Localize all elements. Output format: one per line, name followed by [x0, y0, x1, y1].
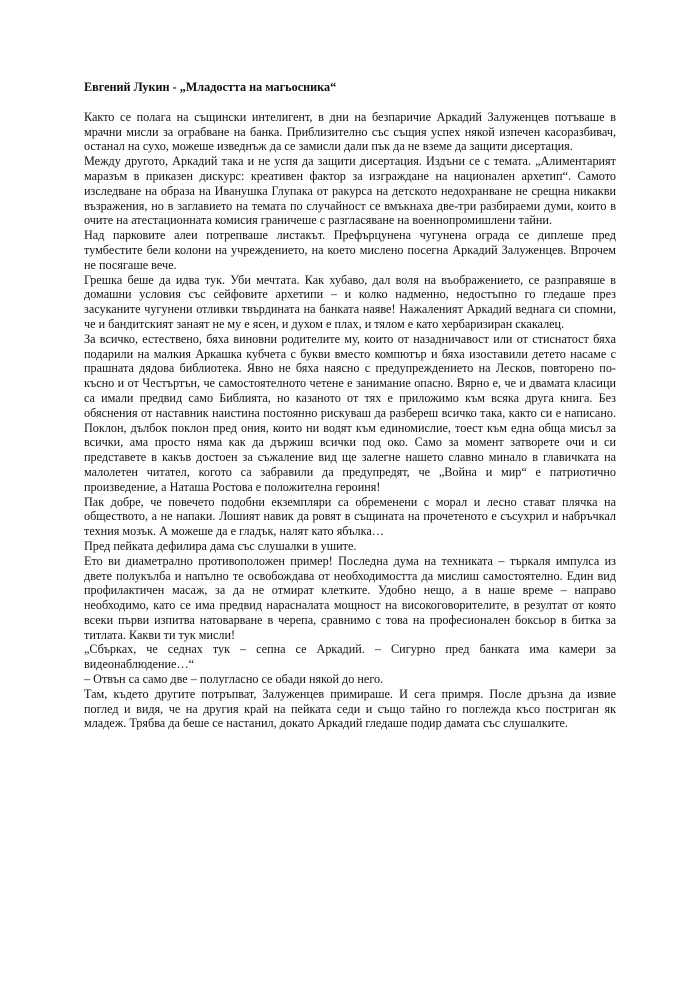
paragraph-6: Пак добре, че повечето подобни екземпляри са обременени с морал и лесно стават плячка на обществото, а не напаки. Лошият навик да ровят в същината на прочетеното е съсухрил и набръчкал техния мозък. А можеше да е гладък, налят като ябълка… [84, 494, 616, 539]
paragraph-3: Над парковите алеи потрепваше листакът. Префърцунена чугунена ограда се диплеше пред тумбестите бели колони на учреждението, на което мислено посегна Аркадий Залуженцев. Впрочем не посягаше вече. [84, 228, 616, 272]
paragraph-1: Както се полага на същински интелигент, в дни на безпаричие Аркадий Залуженцев потъваше в мрачни мисли за ограбване на банка. Приблизително със същия успех някой изпечен касоразбивач, останал на сухо, можеше изведнъж да се замисли дали пък да не вземе да защити дисертация. [84, 109, 616, 154]
paragraph-8: Ето ви диаметрално противоположен пример! Последна дума на техниката – търкаля импулса из двете полукълба и напълно те освобождава от необходимостта да мислиш самостоятелно. Един вид профилактичен масаж, за да не отмират клетките. Удобно нещо, а в наше време – направо необходимо, като се има предвид нарасналата мощност на високоговорителите, в резултат от която всеки първи изпитва натоварване в черепа, сравнимо с това на професионален боксьор в битка за титлата. Какви ти тук мисли! [84, 553, 616, 642]
paragraph-4: Грешка беше да идва тук. Уби мечтата. Как хубаво, дал воля на въображението, се разправяше в домашни условия със сейфовите архетипи – и колко надменно, недостъпно го гледаше през засуканите чугунени отливки твърдината на банката наяве! Нажаленият Аркадий веднага си спомни, че и бандитският занаят не му е ясен, и духом е плах, и тялом е като хербаризиран скакалец. [84, 272, 616, 331]
paragraph-2: Между другото, Аркадий така и не успя да защити дисертация. Издъни се с темата. „Алиментарият маразъм в приказен дискурс: креативен фактор за изграждане на национален архетип“. Самото изследване на образа на Иванушка Глупака от ракурса на детското недохранване не срещна никакви възражения, но в заглавието на темата по случайност се вмъкнаха две-три разбираеми думи, които в очите на атестационната комисия граничеше с разгласяване на военнопромишлени тайни. [84, 154, 616, 228]
document-body [84, 80, 616, 731]
paragraph-11: Там, където другите потръпват, Залуженцев примираше. И сега примря. После дръзна да извие поглед и видя, че на другия край на пейката седи и също тайно го поглежда късо постриган як младеж. Трябва да беше се настанил, докато Аркадий гледаше подир дамата със слушалките. [84, 686, 616, 731]
paragraph-5: За всичко, естествено, бяха виновни родителите му, които от назадничавост или от стиснатост бяха подарили на малкия Аркашка кубчета с букви вместо компютър и бяха изоставили детето насаме с прашната дядова библиотека. Явно не бяха наясно с предупреждението на Лесков, повторено по-късно и от Честъртън, че самостоятелното четене е занимание опасно. Вярно е, че и двамата класици са имали предвид само Библията, но казаното от тях е приложимо към всяка друга книга. Без обяснения от наставник наистина постоянно рискуваш да разбереш всичко така, както си е написано. Поклон, дълбок поклон пред ония, които ни водят към единомислие, тоест към една обща мисъл за всички, ама просто няма как да държиш всички под око. Само за момент затворете очи и си представете в какъв достоен за съжаление вид ще залегне нашето славно минало в главичката на малолетен читател, когото са забравили да предупредят, че „Война и мир“ е патриотично произведение, а Наташа Ростова е положителна героиня! [84, 331, 616, 494]
document-title: Евгений Лукин - „Младостта на магьосника“ [84, 80, 337, 94]
paragraph-10: – Отвън са само две – полугласно се обади някой до него. [84, 672, 384, 687]
paragraph-7: Пред пейката дефилира дама със слушалки в ушите. [84, 538, 357, 553]
paragraph-9: „Сбърках, че седнах тук – сепна се Аркадий. – Сигурно пред банката има камери за видеонаблюдение…“ [84, 642, 616, 672]
